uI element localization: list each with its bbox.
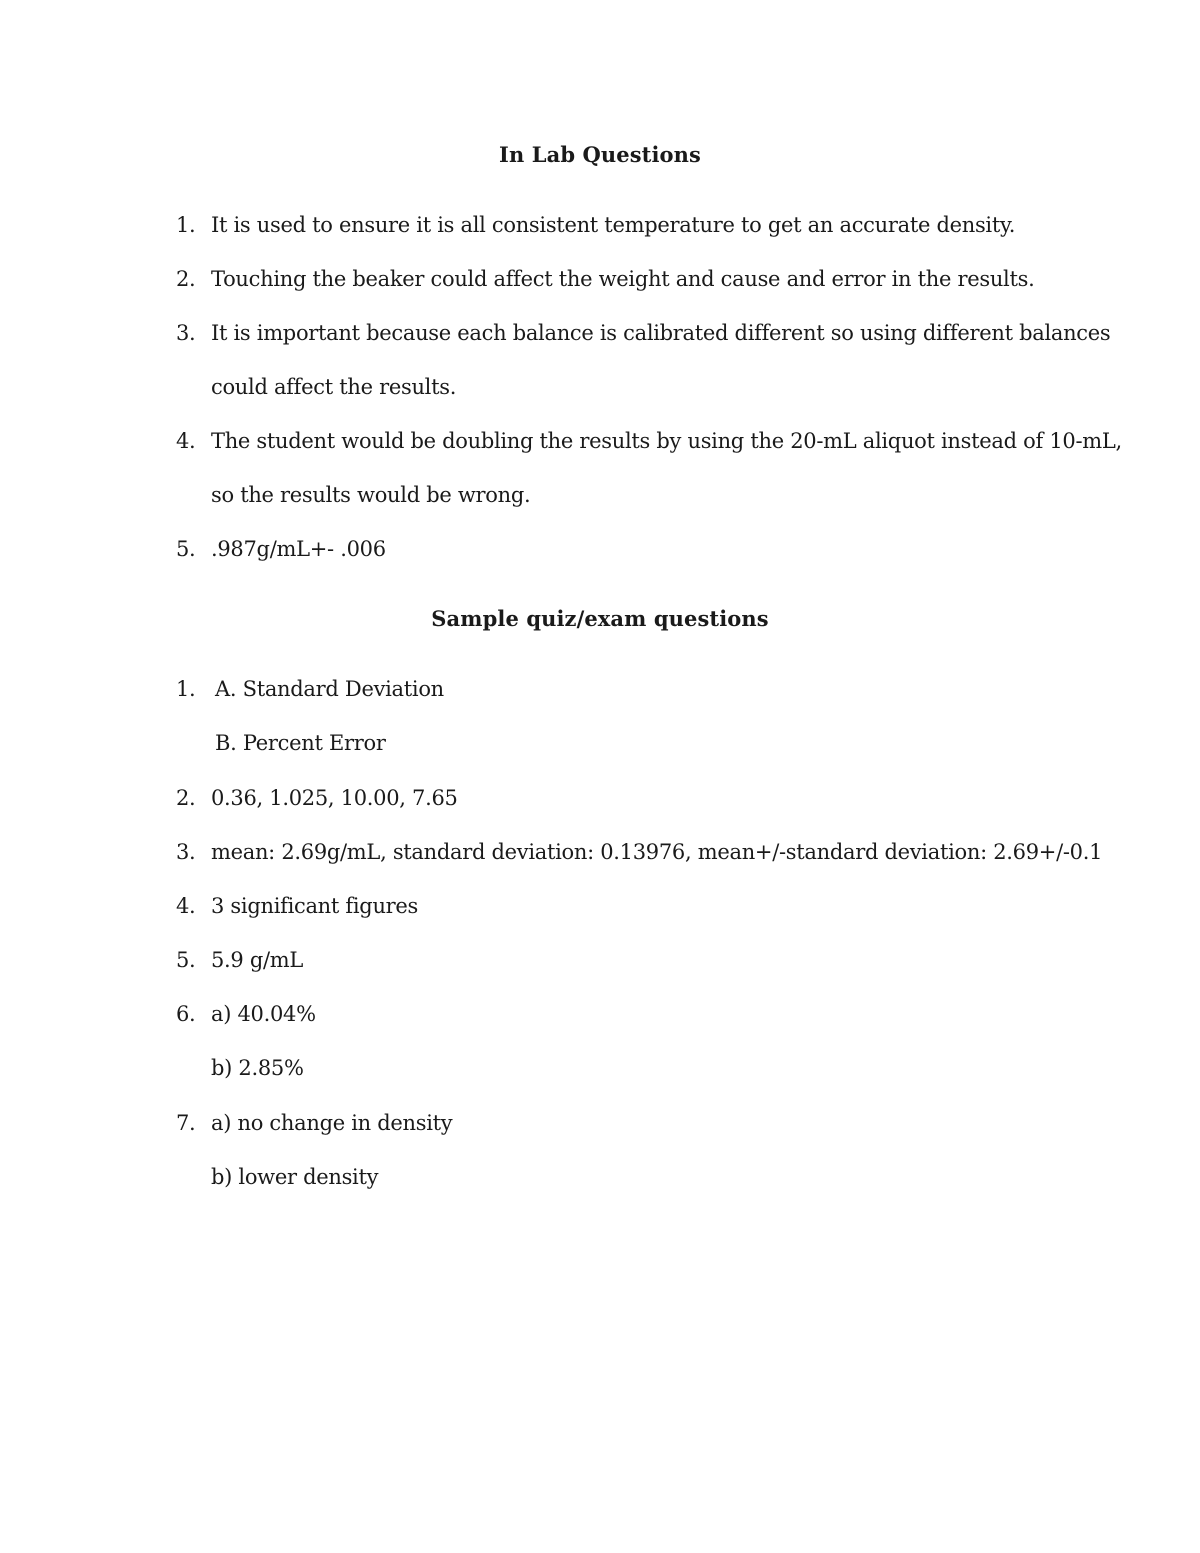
list-item-subtext: b) 2.85% [211,1056,304,1080]
list-item-text-continued: so the results would be wrong. [211,483,531,507]
list-item-number: 4. [176,429,196,453]
list-item-number: 2. [176,267,196,291]
list-item-number: 3. [176,840,196,864]
list-item-text: 5.9 g/mL [211,948,304,972]
list-item-number: 2. [176,786,196,810]
list-item-number: 3. [176,321,196,345]
list-item-number: 7. [176,1111,196,1135]
list-item-text: It is used to ensure it is all consistent temperature to get an accurate density. [211,213,1016,237]
list-item-text: Touching the beaker could affect the weight and cause and error in the results. [211,267,1035,291]
list-item-text: The student would be doubling the results by using the 20-mL aliquot instead of 10-mL, [211,429,1122,453]
list-item-text: It is important because each balance is calibrated different so using different balances [211,321,1111,345]
section-heading-in-lab-questions: In Lab Questions [499,142,701,167]
list-item-subtext: b) lower density [211,1165,379,1189]
section-heading-sample-quiz-exam-questions: Sample quiz/exam questions [431,606,769,631]
list-item-text: .987g/mL+- .006 [211,537,386,561]
list-item-number: 4. [176,894,196,918]
list-item-number: 1. [176,677,196,701]
list-item-text: mean: 2.69g/mL, standard deviation: 0.13976, mean+/-standard deviation: 2.69+/-0.1 [211,840,1103,864]
list-item-text: 3 significant figures [211,894,419,918]
list-item-number: 1. [176,213,196,237]
list-item-text: A. Standard Deviation [215,677,444,701]
list-item-text-continued: could affect the results. [211,375,457,399]
list-item-text: 0.36, 1.025, 10.00, 7.65 [211,786,458,810]
list-item-text: a) 40.04% [211,1002,316,1026]
list-item-number: 5. [176,948,196,972]
list-item-text: a) no change in density [211,1111,453,1135]
list-item-number: 5. [176,537,196,561]
list-item-number: 6. [176,1002,196,1026]
list-item-subtext: B. Percent Error [215,731,386,755]
